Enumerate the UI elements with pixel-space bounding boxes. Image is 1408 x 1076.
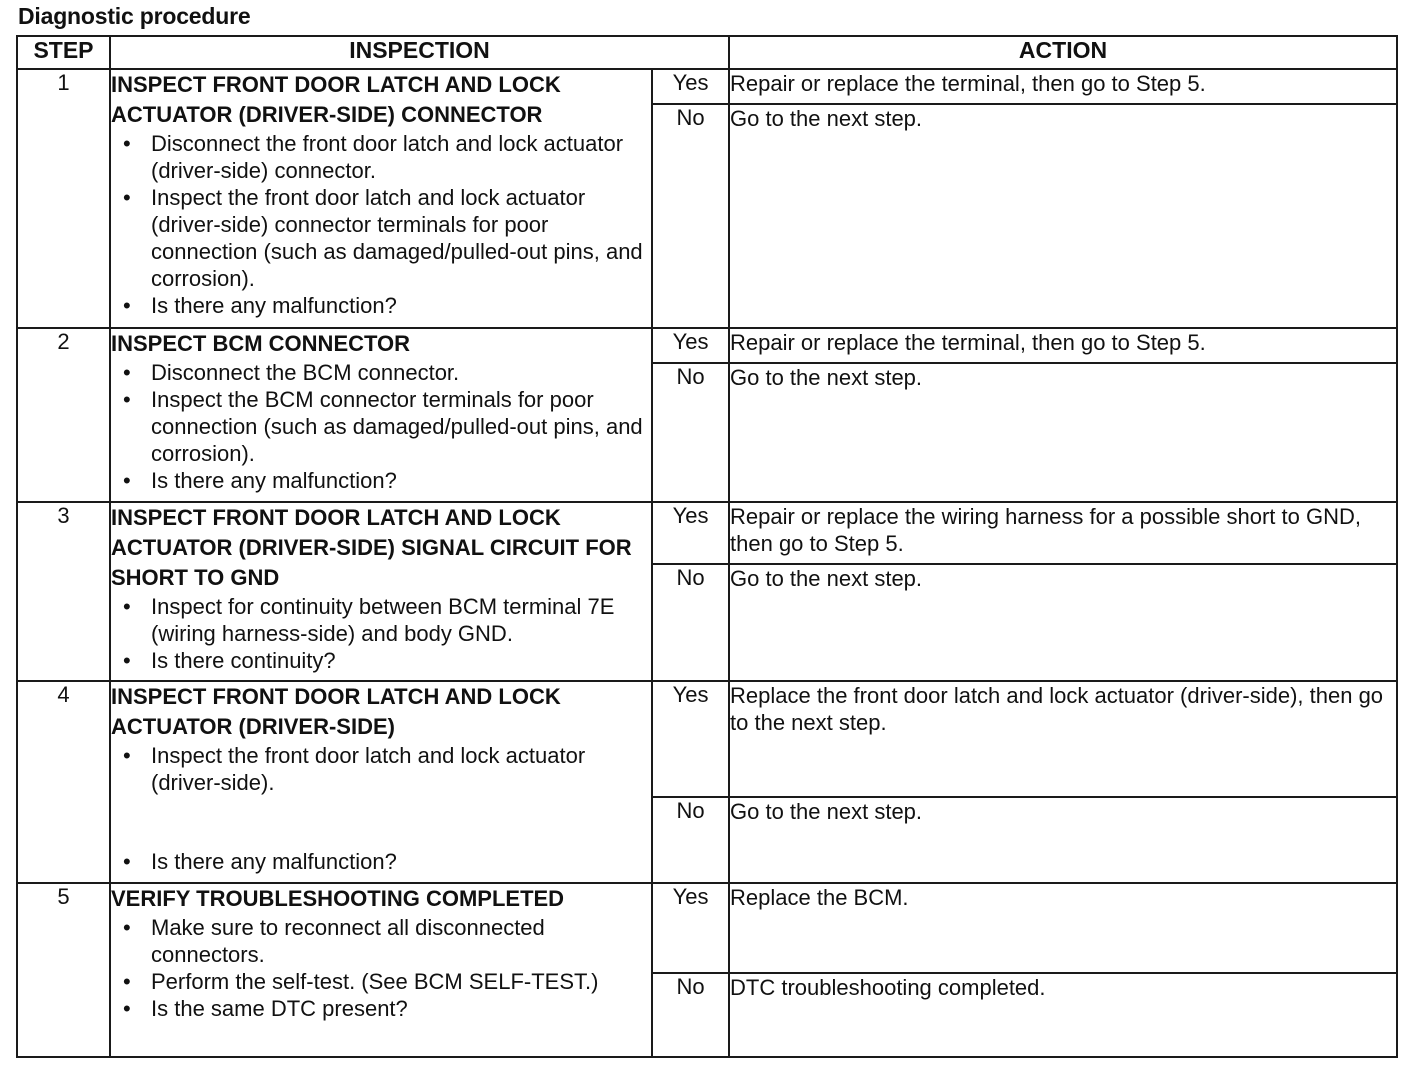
page-title: Diagnostic procedure — [18, 3, 251, 29]
header-step: STEP — [17, 36, 110, 69]
inspection-heading: INSPECT FRONT DOOR LATCH AND LOCK ACTUATOR (DRIVER-SIDE) CONNECTOR — [111, 72, 561, 127]
table-row — [17, 883, 1397, 973]
step-number: 4 — [17, 681, 110, 883]
no-action: DTC troubleshooting completed. — [729, 973, 1397, 1057]
inspection-cell — [110, 502, 652, 681]
inspection-cell — [110, 69, 652, 328]
inspection-bullets — [111, 914, 651, 1022]
list-item: • Is the same DTC present? — [111, 995, 651, 1022]
no-label: No — [652, 973, 729, 1057]
yes-label: Yes — [652, 328, 729, 363]
inspection-heading: INSPECT FRONT DOOR LATCH AND LOCK ACTUATOR (DRIVER-SIDE) SIGNAL CIRCUIT FOR SHORT TO GND — [111, 505, 632, 590]
yes-label: Yes — [652, 502, 729, 564]
diagnostic-procedure-table — [16, 35, 1398, 1058]
header-action: ACTION — [729, 36, 1397, 69]
step-number: 2 — [17, 328, 110, 502]
yes-label: Yes — [652, 681, 729, 797]
list-item: • Is there any malfunction? — [111, 292, 651, 319]
inspection-heading: VERIFY TROUBLESHOOTING COMPLETED — [111, 886, 565, 911]
inspection-cell — [110, 681, 652, 883]
list-item: • Disconnect the front door latch and lock actuator (driver-side) connector. — [111, 130, 651, 184]
no-label: No — [652, 104, 729, 328]
list-item: • Inspect for continuity between BCM terminal 7E (wiring harness-side) and body GND. — [111, 593, 651, 647]
no-action: Go to the next step. — [729, 564, 1397, 681]
step-number: 5 — [17, 883, 110, 1057]
inspection-cell — [110, 883, 652, 1057]
no-action: Go to the next step. — [729, 797, 1397, 883]
list-item: • Inspect the front door latch and lock actuator (driver-side) connector terminals for poor connection (such as damaged/pulled-out pins, and corrosion). — [111, 184, 651, 292]
no-label: No — [652, 797, 729, 883]
list-item: • Is there continuity? — [111, 647, 651, 674]
no-action: Go to the next step. — [729, 363, 1397, 502]
list-item: • Disconnect the BCM connector. — [111, 359, 651, 386]
inspection-heading: INSPECT FRONT DOOR LATCH AND LOCK ACTUATOR (DRIVER-SIDE) — [111, 684, 561, 739]
inspection-bullets — [111, 130, 651, 319]
inspection-heading: INSPECT BCM CONNECTOR — [111, 331, 411, 356]
yes-action: Replace the BCM. — [729, 883, 1397, 973]
inspection-cell — [110, 328, 652, 502]
yes-label: Yes — [652, 883, 729, 973]
yes-action: Repair or replace the terminal, then go to Step 5. — [729, 69, 1397, 104]
list-item: • Is there any malfunction? — [111, 848, 651, 875]
table-row — [17, 69, 1397, 104]
no-label: No — [652, 564, 729, 681]
yes-action: Repair or replace the wiring harness for a possible short to GND, then go to Step 5. — [729, 502, 1397, 564]
yes-action: Replace the front door latch and lock actuator (driver-side), then go to the next step. — [729, 681, 1397, 797]
table-row — [17, 328, 1397, 363]
table-header-row — [17, 36, 1397, 69]
header-inspection: INSPECTION — [110, 36, 729, 69]
no-action: Go to the next step. — [729, 104, 1397, 328]
table-row — [17, 681, 1397, 797]
list-item: • Make sure to reconnect all disconnected connectors. — [111, 914, 651, 968]
list-item: • Inspect the front door latch and lock actuator (driver-side). — [111, 742, 651, 796]
step-number: 1 — [17, 69, 110, 328]
inspection-bullets — [111, 593, 651, 674]
list-item: • Perform the self-test. (See BCM SELF-TEST.) — [111, 968, 651, 995]
no-label: No — [652, 363, 729, 502]
yes-action: Repair or replace the terminal, then go to Step 5. — [729, 328, 1397, 363]
step-number: 3 — [17, 502, 110, 681]
inspection-bullets — [111, 359, 651, 494]
list-item: • Is there any malfunction? — [111, 467, 651, 494]
table-row — [17, 502, 1397, 564]
yes-label: Yes — [652, 69, 729, 104]
list-item: • Inspect the BCM connector terminals for poor connection (such as damaged/pulled-out pins, and corrosion). — [111, 386, 651, 467]
inspection-bullets — [111, 742, 651, 875]
